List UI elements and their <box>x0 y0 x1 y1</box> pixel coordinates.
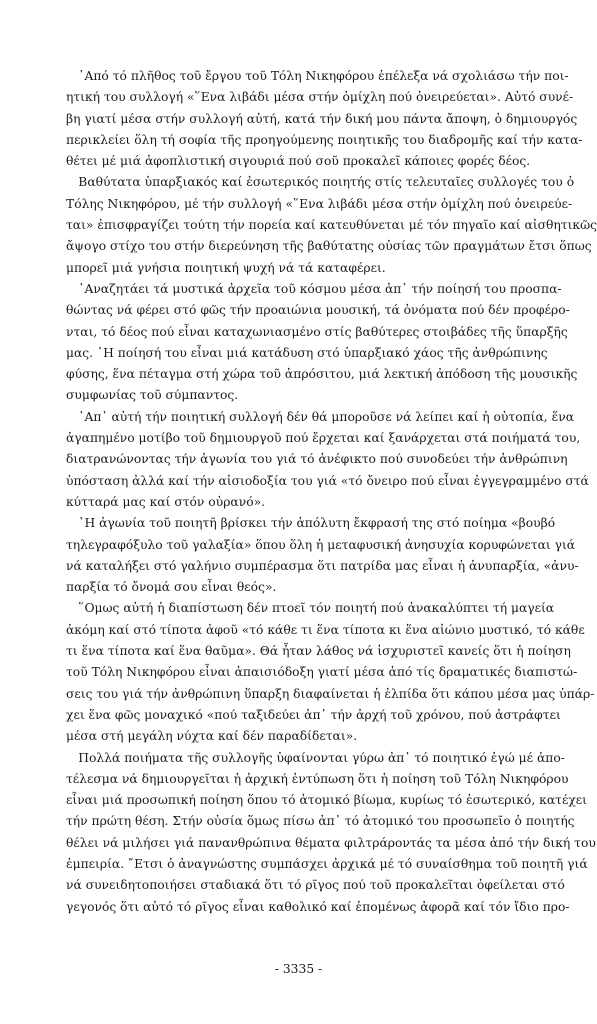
text-line: ὑπόσταση ἀλλά καί τήν αἰσιοδοξία του γιά «τό ὄνειρο πού εἶναι ἐγγεγραμμένο στά <box>66 473 589 488</box>
text-line: γεγονός ὅτι αὐτό τό ρῖγος εἶναι καθολικό καί ἐπομένως ἀφορᾶ καί τόν ἴδιο προ- <box>66 899 570 914</box>
paragraph <box>66 66 583 172</box>
paragraph <box>66 513 579 598</box>
text-line: νά συνειδητοποιήσει σταδιακά ὅτι τό ρῖγος πού τοῦ προκαλεῖται ὀφείλεται στό <box>66 878 565 893</box>
text-line: θέλει νά μιλήσει γιά πανανθρώπινα θέματα φιλτράροντάς τα μέσα ἀπό τήν δική του <box>66 835 596 850</box>
text-line: ητική του συλλογή «῞Ενα λιβάδι μέσα στήν ὀμίχλη πού ὀνειρεύεται». Αὐτό συνέ- <box>66 90 574 105</box>
text-line: νται, τό δέος πού εἶναι καταχωνιασμένο στίς βαθύτερες στοιβάδες τῆς ὕπαρξῆς <box>66 324 568 339</box>
page-number: - 3335 - <box>274 962 323 976</box>
text-line: παρξία τό ὄνομά σου εἶναι θεός». <box>66 580 277 595</box>
text-line: ἀγαπημένο μοτίβο τοῦ δημιουργοῦ πού ἔρχεται καί ξανάρχεται στά ποιήματά του, <box>66 431 581 446</box>
text-line: θώντας νά φέρει στό φῶς τήν προαιώνια μουσική, τά ὀνόματα πού δέν προφέρο- <box>66 303 570 318</box>
paragraph <box>66 407 589 513</box>
text-line: ἄψογο στίχο του στήν διερεύνηση τῆς βαθύτατης οὐσίας τῶν πραγμάτων ἔτσι ὅπως <box>66 239 592 254</box>
paragraph <box>66 172 597 278</box>
text-line: νά καταλήξει στό γαλήνιο συμπέρασμα ὅτι πατρίδα μας εἶναι ἡ ἀνυπαρξία, «ἀνυ- <box>66 558 579 573</box>
text-line: μέσα στή μεγάλη νύχτα καί δέν παραδίδεται». <box>66 729 358 744</box>
text-line: φύσης, ἕνα πέταγμα στή χώρα τοῦ ἀπρόσιτου, μιά λεκτική ἀπόδοση τῆς μουσικῆς <box>66 367 578 382</box>
text-line: τέλεσμα νά δημιουργεῖται ἡ ἀρχική ἐντύπωση ὅτι ἡ ποίηση τοῦ Τόλη Νικηφόρου <box>66 771 569 786</box>
page-body <box>66 66 597 918</box>
text-line: μας. ῾Η ποίησή του εἶναι μιά κατάδυση στό ὑπαρξιακό χάος τῆς ἀνθρώπινης <box>66 345 548 360</box>
text-line: συμφωνίας τοῦ σύμπαντος. <box>66 388 239 403</box>
paragraph <box>66 279 578 407</box>
text-line: ἐμπειρία. ῎Ετσι ὁ ἀναγνώστης συμπάσχει ἀρχικά μέ τό συναίσθημα τοῦ ποιητῆ γιά <box>66 856 588 871</box>
paragraph <box>66 748 596 918</box>
text-line: τήν πρώτη θέση. Στήν οὐσία ὅμως πίσω ἀπ᾿ τό ἀτομικό του προσωπεῖο ὁ ποιητής <box>66 814 575 829</box>
text-line: ᾿Αναζητάει τά μυστικά ἀρχεῖα τοῦ κόσμου μέσα ἀπ᾿ τήν ποίησή του προσπα- <box>78 281 562 296</box>
text-line: βη γιατί μέσα στήν συλλογή αὐτή, κατά τήν δική μου πάντα ἄποψη, ὁ δημιουργός <box>66 111 578 126</box>
text-line: Βαθύτατα ὑπαρξιακός καί ἐσωτερικός ποιητής στίς τελευταῖες συλλογές του ὁ <box>78 175 575 190</box>
text-line: ῾Η ἀγωνία τοῦ ποιητῆ βρίσκει τήν ἀπόλυτη ἔκφρασή της στό ποίημα «βουβό <box>78 516 556 531</box>
text-line: ᾿Από τό πλῆθος τοῦ ἔργου τοῦ Τόλη Νικηφόρου ἐπέλεξα νά σχολιάσω τήν ποι- <box>78 69 569 83</box>
text-line: τηλεγραφόξυλο τοῦ γαλαξία» ὅπου ὅλη ἡ μεταφυσική ἀνησυχία κορυφώνεται γιά <box>66 537 576 552</box>
text-line: σεις του γιά τήν ἀνθρώπινη ὕπαρξη διαφαίνεται ἡ ἐλπίδα ὅτι κάπου μέσα μας ὑπάρ- <box>66 686 595 701</box>
text-line: Πολλά ποιήματα τῆς συλλογῆς ὑφαίνονται γύρω ἀπ᾿ τό ποιητικό ἐγώ μέ ἀπο- <box>78 750 565 765</box>
text-line: περικλείει ὅλη τή σοφία τῆς προηγούμενης ποιητικῆς του διαδρομῆς καί τήν κατα- <box>66 132 583 147</box>
text-line: διατρανώνοντας τήν ἀγωνία του γιά τό ἀνέφικτο πού συνοδεύει τήν ἀνθρώπινη <box>66 452 568 467</box>
text-line: εἶναι μιά προσωπική ποίηση ὅπου τό ἀτομικό βίωμα, κυρίως τό ἐσωτερικό, κατέχει <box>66 793 587 808</box>
text-line: ῞Ομως αὐτή ἡ διαπίστωση δέν πτοεῖ τόν ποιητή πού ἀνακαλύπτει τή μαγεία <box>78 601 555 616</box>
paragraph <box>66 598 595 747</box>
text-line: τοῦ Τόλη Νικηφόρου εἶναι ἀπαισιόδοξη γιατί μέσα ἀπό τίς δραματικές διαπιστώ- <box>66 665 578 680</box>
text-line: ἀκόμη καί στό τίποτα ἀφοῦ «τό κάθε τι ἕνα τίποτα κι ἕνα αἰώνιο μυστικό, τό κάθε <box>66 622 585 637</box>
text-line: τι ἕνα τίποτα καί ἕνα θαῦμα». Θά ἦταν λάθος νά ἰσχυριστεῖ κανείς ὅτι ἡ ποίηση <box>66 644 571 659</box>
text-line: κύτταρά μας καί στόν οὐρανό». <box>66 494 266 509</box>
text-line: Τόλης Νικηφόρου, μέ τήν συλλογή «῞Ενα λιβάδι μέσα στήν ὀμίχλη πού ὀνειρεύε- <box>66 196 573 211</box>
text-line: μπορεῖ μιά γνήσια ποιητική ψυχή νά τά καταφέρει. <box>66 260 386 275</box>
text-line: χει ἕνα φῶς μοναχικό «πού ταξιδεύει ἀπ᾿ τήν ἀρχή τοῦ χρόνου, πού ἀστράφτει <box>66 707 561 722</box>
text-line: θέτει μέ μιά ἀφοπλιστική σιγουριά πού σοῦ προκαλεῖ κάποιες φορές δέος. <box>66 154 531 169</box>
text-line: ται» ἐπισφραγίζει τούτη τήν πορεία καί κατευθύνεται μέ τόν πηγαῖο καί αἰσθητικῶς <box>66 218 597 233</box>
text-line: ᾿Απ᾿ αὐτή τήν ποιητική συλλογή δέν θά μποροῦσε νά λείπει καί ἡ οὐτοπία, ἕνα <box>78 409 574 424</box>
